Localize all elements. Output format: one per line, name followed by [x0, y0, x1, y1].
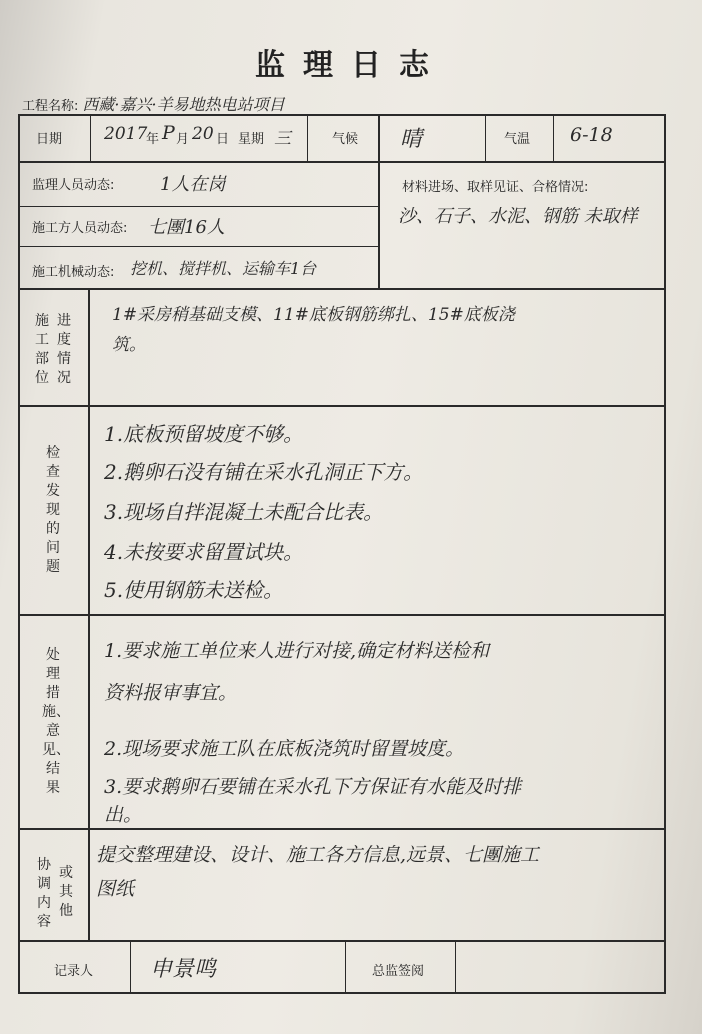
weekday-label: 星期	[238, 132, 265, 147]
weekday-value: 三	[274, 129, 291, 149]
materials-value: 沙、石子、水泥、钢筋 未取样	[398, 206, 638, 227]
progress-line-1: 1#采房稍基础支模、11#底板钢筋绑扎、15#底板浇	[112, 305, 515, 325]
temperature-value: 6-18	[570, 124, 613, 146]
rule	[345, 940, 346, 994]
coordination-label-a: 协调内容	[37, 857, 51, 930]
rule	[455, 940, 456, 994]
rule	[20, 288, 664, 290]
log-table	[18, 114, 666, 994]
measures-label: 处理措施、意见、结果	[42, 647, 70, 796]
rule	[20, 161, 664, 163]
rule	[378, 116, 380, 288]
machinery-label: 施工机械动态:	[32, 265, 115, 280]
project-name-value: 西藏·嘉兴·羊易地热电站项目	[82, 95, 285, 114]
date-label: 日期	[36, 132, 63, 147]
issue-item: 4.未按要求留置试块。	[104, 540, 304, 564]
recorder-signature: 申景鸣	[150, 957, 217, 982]
machinery-value: 挖机、搅拌机、运输车1台	[130, 259, 317, 278]
project-name-row	[22, 92, 285, 115]
day-label: 日	[216, 132, 230, 147]
issues-label: 检查发现的问题	[46, 445, 60, 575]
issue-item: 2.鹅卵石没有铺在采水孔洞正下方。	[104, 460, 424, 484]
coordination-line-1: 提交整理建设、设计、施工各方信息,远景、七團施工	[96, 844, 540, 866]
temperature-label: 气温	[504, 132, 531, 147]
weather-value: 晴	[400, 127, 423, 152]
weather-label: 气候	[332, 132, 359, 147]
year-label: 年	[146, 132, 160, 147]
rule	[20, 405, 664, 407]
progress-line-2: 筑。	[112, 335, 146, 355]
progress-label-b: 进度情况	[57, 313, 71, 386]
measure-line: 1.要求施工单位来人进行对接,确定材料送检和	[104, 640, 490, 662]
date-day: 20	[192, 124, 214, 144]
issue-item: 5.使用钢筋未送检。	[104, 578, 284, 602]
contractor-label: 施工方人员动态:	[32, 221, 128, 236]
materials-label: 材料进场、取样见证、合格情况:	[402, 180, 589, 195]
rule	[20, 828, 664, 830]
measure-line: 2.现场要求施工队在底板浇筑时留置坡度。	[104, 738, 465, 760]
rule	[485, 116, 486, 161]
month-label: 月	[176, 132, 190, 147]
rule	[130, 940, 131, 994]
coordination-line-2: 图纸	[96, 878, 135, 900]
supervisor-value: 1人在岗	[160, 174, 226, 195]
supervisor-label: 监理人员动态:	[32, 178, 115, 193]
rule	[553, 116, 554, 161]
project-name-label: 工程名称:	[22, 99, 79, 114]
measure-line: 资料报审事宜。	[104, 682, 238, 704]
issue-item: 3.现场自拌混凝土未配合比表。	[104, 500, 384, 524]
rule	[88, 288, 90, 940]
measure-line: 出。	[104, 804, 143, 826]
measure-line: 3.要求鹅卵石要铺在采水孔下方保证有水能及时排	[104, 776, 522, 798]
page-title: 监理日志	[255, 48, 447, 83]
date-year: 2017	[104, 124, 148, 144]
coordination-label-b: 或其他	[59, 865, 73, 919]
rule	[20, 206, 378, 207]
recorder-label: 记录人	[54, 964, 94, 979]
rule	[20, 940, 664, 942]
issue-item: 1.底板预留坡度不够。	[104, 422, 304, 446]
chief-review-label: 总监签阅	[372, 964, 425, 979]
date-month: P	[162, 122, 175, 144]
rule	[307, 116, 308, 161]
rule	[90, 116, 91, 161]
rule	[20, 614, 664, 616]
progress-label-a: 施工部位	[35, 313, 49, 386]
rule	[20, 246, 378, 247]
contractor-value: 七團16人	[148, 217, 225, 238]
